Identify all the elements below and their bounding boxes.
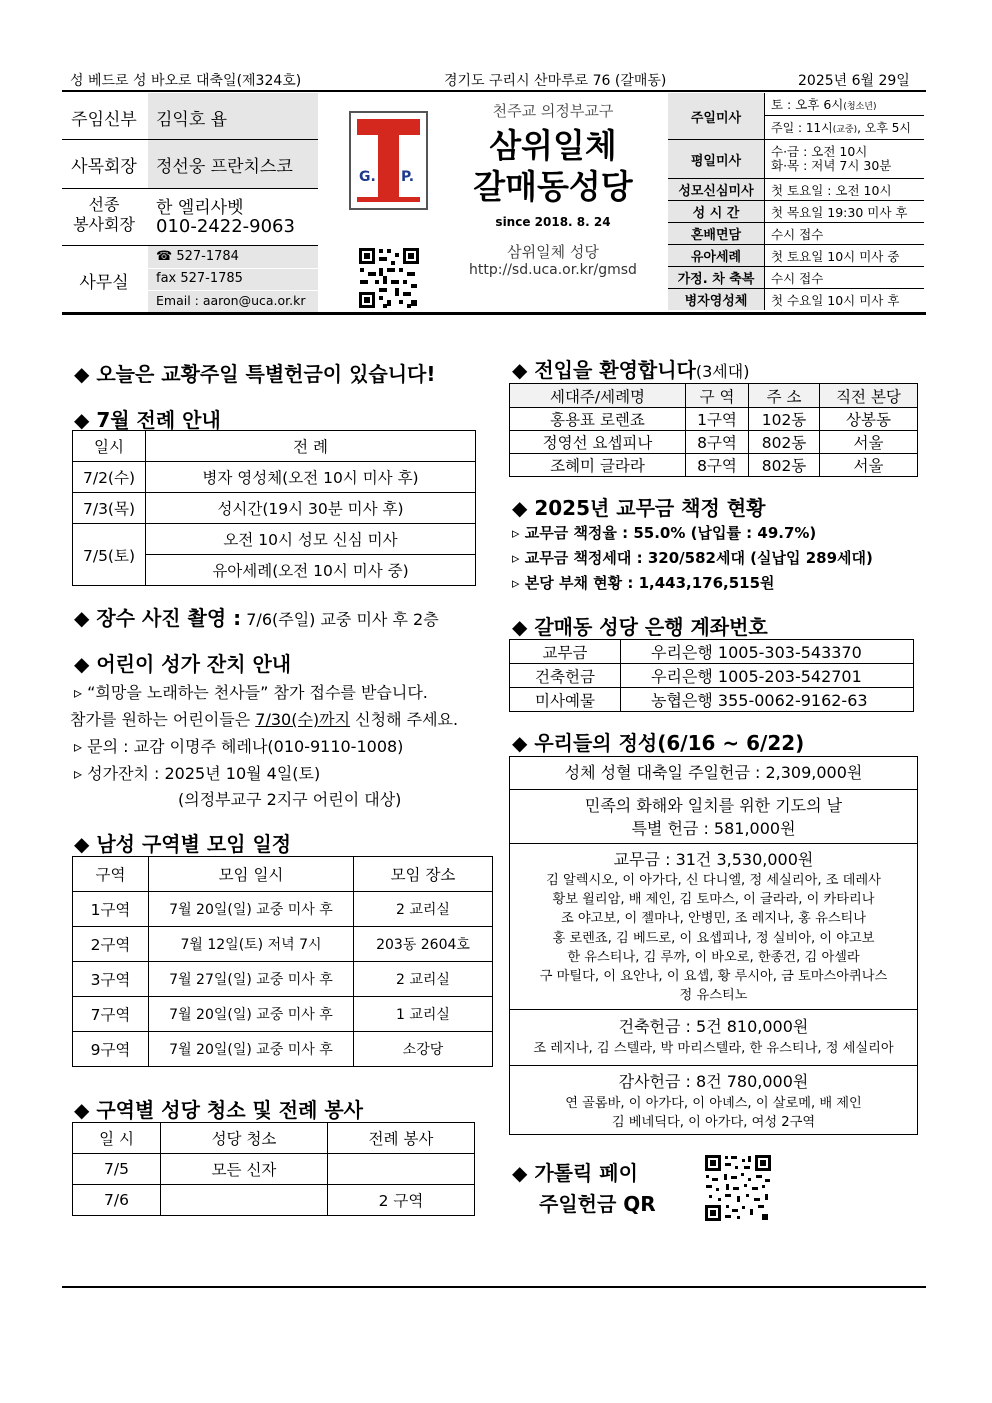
- kids-line: (의정부교구 2지구 어린이 대상): [178, 790, 402, 809]
- bank-account: 농협은행 355-0062-9162-63: [621, 688, 914, 712]
- office-email: Email : aaron@uca.or.kr: [156, 293, 306, 308]
- kids-line-a: 참가를 원하는 어린이들은: [70, 710, 256, 729]
- council-value: 정선웅 프란치스코: [156, 157, 293, 177]
- site-url[interactable]: http://sd.uca.or.kr/gmsd: [469, 262, 637, 278]
- bank-label: 미사예물: [510, 688, 621, 712]
- pay-title-2: 주일헌금 QR: [539, 1192, 656, 1216]
- offer-building-line: 조 레지나, 김 스텔라, 박 마리스텔라, 한 유스티나, 정 세실리아: [533, 1041, 894, 1056]
- photo-title: ◆ 장수 사진 촬영 :: [74, 606, 242, 630]
- men-cell: 2 교리실: [354, 962, 493, 997]
- bank-table: [509, 639, 914, 712]
- july-head-liturgy: 전 례: [146, 431, 476, 462]
- clean-title: ◆ 구역별 성당 청소 및 전례 봉사: [74, 1098, 363, 1122]
- july-date: 7/5(토): [73, 524, 146, 586]
- july-date: 7/2(수): [73, 462, 146, 493]
- sister-label-1: 선종: [88, 195, 120, 214]
- welcome-cell: 802동: [749, 454, 820, 477]
- kids-line: ▹ “희망을 노래하는 천사들” 참가 접수를 받습니다.: [74, 683, 428, 702]
- men-head: 모임 장소: [354, 857, 493, 892]
- offer-thanks-line: 연 골롬바, 이 아가다, 이 아녜스, 이 살로메, 배 제인: [565, 1096, 862, 1111]
- welcome-count: (3세대): [695, 362, 750, 381]
- clean-table: [72, 1122, 475, 1216]
- men-cell: 1구역: [73, 892, 149, 927]
- welcome-head: 세대주/세례명: [510, 384, 686, 408]
- welcome-cell: 정영선 요셉피나: [510, 431, 686, 454]
- logo-text-right: P.: [401, 169, 415, 185]
- welcome-cell: 홍용표 로렌죠: [510, 408, 686, 431]
- welcome-cell: 1구역: [686, 408, 749, 431]
- welcome-heading: [512, 354, 749, 383]
- men-cell: 2 교리실: [354, 892, 493, 927]
- men-cell: 7월 20일(일) 교중 미사 후: [149, 1032, 354, 1067]
- diocese: 천주교 의정부교구: [492, 102, 614, 120]
- clean-head: 전례 봉사: [328, 1123, 475, 1154]
- bank-account: 우리은행 1005-303-543370: [621, 640, 914, 664]
- office-tel: ☎ 527-1784: [156, 249, 239, 264]
- welcome-cell: 상봉동: [820, 408, 918, 431]
- welcome-title: ◆ 전입을 환영합니다: [512, 358, 696, 382]
- men-cell: 2구역: [73, 927, 149, 962]
- men-cell: 9구역: [73, 1032, 149, 1067]
- welcome-head: 구 역: [686, 384, 749, 408]
- mass-row-label: 성 시 간: [668, 201, 765, 223]
- clean-cell: [161, 1185, 328, 1216]
- offer-thanks-line: 김 베네딕다, 이 아가다, 여성 2구역: [611, 1115, 816, 1130]
- bank-account: 우리은행 1005-203-542701: [621, 664, 914, 688]
- offer-special-a: 민족의 화해와 일치를 위한 기도의 날: [584, 796, 843, 815]
- kids-line: ▹ 성가잔치 : 2025년 10월 4일(토): [74, 764, 321, 783]
- men-cell: 7월 20일(일) 교중 미사 후: [149, 892, 354, 927]
- mass-row-label: 혼배면담: [668, 223, 765, 245]
- address: 경기도 구리시 산마루로 76 (갈매동): [444, 73, 667, 89]
- men-cell: 1 교리실: [354, 997, 493, 1032]
- dues-title: ◆ 2025년 교무금 책정 현황: [512, 496, 766, 520]
- men-cell: 소강당: [354, 1032, 493, 1067]
- men-cell: 3구역: [73, 962, 149, 997]
- dues-lines: [512, 521, 873, 596]
- offer-special-b: 특별 헌금 : 581,000원: [631, 819, 796, 838]
- clean-head: 일 시: [73, 1123, 161, 1154]
- welcome-head: 직전 본당: [820, 384, 918, 408]
- kids-title: ◆ 어린이 성가 잔치 안내: [74, 652, 292, 676]
- kids-line-b: 신청해 주세요.: [350, 710, 459, 729]
- site-name: 삼위일체 성당: [507, 243, 599, 261]
- men-cell: 7월 12일(토) 저녁 7시: [149, 927, 354, 962]
- offer-dues-line: 조 야고보, 이 젤마나, 안병민, 조 레지나, 홍 유스티나: [560, 911, 867, 927]
- men-title: ◆ 남성 구역별 모임 일정: [74, 832, 292, 856]
- mass-row-value: 첫 토요일 : 오전 10시: [765, 179, 925, 201]
- july-item: 병자 영성체(오전 10시 미사 후): [146, 462, 476, 493]
- welcome-cell: 조혜미 글라라: [510, 454, 686, 477]
- bottom-rule: [62, 1286, 926, 1288]
- july-title: ◆ 7월 전례 안내: [74, 408, 221, 432]
- issue-date: 2025년 6월 29일: [798, 73, 910, 89]
- council-label: 사목회장: [71, 157, 137, 177]
- men-head: 모임 일시: [149, 857, 354, 892]
- pastor-label: 주임신부: [71, 110, 137, 130]
- photo-notice: [74, 602, 439, 631]
- offer-thanks-title: 감사헌금 : 8건 780,000원: [618, 1072, 809, 1091]
- july-item: 유아세례(오전 10시 미사 중): [146, 555, 476, 586]
- site-qr-icon[interactable]: [358, 247, 420, 309]
- weekday-mass-2: 화·목 : 저녁 7시 30분: [771, 158, 892, 173]
- clean-cell: 2 구역: [328, 1185, 475, 1216]
- weekday-mass-label: 평일미사: [668, 140, 765, 179]
- kids-deadline: 7/30(수)까지: [255, 710, 351, 729]
- church-logo: [349, 111, 428, 210]
- photo-text: 7/6(주일) 교중 미사 후 2층: [241, 610, 439, 629]
- church-title-block: [440, 98, 666, 278]
- sunday-mass-label: 주일미사: [668, 93, 765, 140]
- offer-box: [509, 756, 918, 1135]
- july-table: [72, 430, 476, 586]
- welcome-cell: 102동: [749, 408, 820, 431]
- office-fax: fax 527-1785: [156, 271, 243, 286]
- july-item: 성시간(19시 30분 미사 후): [146, 493, 476, 524]
- men-head: 구역: [73, 857, 149, 892]
- mass-row-value: 수시 접수: [765, 223, 925, 245]
- bank-title: ◆ 갈매동 성당 은행 계좌번호: [512, 615, 768, 639]
- sunday-mass-2-note: (교중): [832, 125, 858, 136]
- sister-label-2: 봉사회장: [73, 215, 135, 234]
- notice-title: ◆ 오늘은 교황주일 특별헌금이 있습니다!: [74, 362, 436, 386]
- offer-building-title: 건축헌금 : 5건 810,000원: [618, 1017, 809, 1036]
- bank-label: 건축헌금: [510, 664, 621, 688]
- offer-dues-line: 정 유스티노: [679, 988, 748, 1004]
- welcome-table: [509, 383, 918, 477]
- clean-cell: 7/6: [73, 1185, 161, 1216]
- men-table: [72, 856, 493, 1067]
- july-head-date: 일시: [73, 431, 146, 462]
- pay-qr-icon[interactable]: [704, 1154, 772, 1222]
- header-rule: [62, 312, 926, 315]
- sunday-mass-2-tail: , 오후 5시: [857, 121, 911, 136]
- offer-dues-line: 구 마틸다, 이 요안나, 이 요셉, 황 루시아, 금 토마스아퀴나스: [539, 969, 888, 985]
- mass-row-value: 첫 목요일 19:30 미사 후: [765, 201, 925, 223]
- top-bar: [62, 70, 924, 90]
- welcome-head: 주 소: [749, 384, 820, 408]
- mass-row-value: 수시 접수: [765, 267, 925, 289]
- mass-row-label: 성모신심미사: [668, 179, 765, 201]
- kids-line: ▹ 문의 : 교감 이명주 헤레나(010-9110-1008): [74, 737, 404, 756]
- office-label: 사무실: [79, 273, 129, 293]
- mass-row-label: 병자영성체: [668, 289, 765, 311]
- welcome-cell: 8구역: [686, 431, 749, 454]
- welcome-cell: 8구역: [686, 454, 749, 477]
- july-date: 7/3(목): [73, 493, 146, 524]
- offer-dues-line: 홍 로렌죠, 김 베드로, 이 요셉피나, 정 실비아, 이 야고보: [552, 930, 875, 946]
- kids-line: [70, 707, 458, 730]
- men-cell: 7월 27일(일) 교중 미사 후: [149, 962, 354, 997]
- top-rule: [62, 90, 926, 92]
- clean-head: 성당 청소: [161, 1123, 328, 1154]
- sunday-mass-1: 토 : 오후 6시: [771, 97, 844, 113]
- welcome-cell: 서울: [820, 454, 918, 477]
- sunday-mass-1-note: (청소년): [843, 102, 877, 113]
- mass-row-label: 유아세례: [668, 245, 765, 267]
- church-name-1: 삼위일체: [489, 126, 617, 165]
- clean-cell: 7/5: [73, 1154, 161, 1185]
- men-cell: 203동 2604호: [354, 927, 493, 962]
- offer-sunday: 성체 성혈 대축일 주일헌금 : 2,309,000원: [510, 757, 917, 790]
- bank-label: 교무금: [510, 640, 621, 664]
- since-date: since 2018. 8. 24: [495, 215, 611, 229]
- offer-title: ◆ 우리들의 정성(6/16 ~ 6/22): [512, 731, 805, 755]
- offer-dues-line: 김 알렉시오, 이 아가다, 신 다니엘, 정 세실리아, 조 데레사: [546, 873, 881, 888]
- sunday-mass-2: 주일 : 11시: [771, 121, 833, 136]
- weekday-mass-1: 수·금 : 오전 10시: [771, 144, 868, 159]
- issue-title: 성 베드로 성 바오로 대축일(제324호): [70, 73, 302, 89]
- pay-title-1: ◆ 가톨릭 페이: [512, 1161, 638, 1185]
- church-name-2: 갈매동성당: [473, 167, 633, 206]
- sister-value-1: 한 엘리사벳: [156, 198, 244, 218]
- welcome-cell: 서울: [820, 431, 918, 454]
- men-cell: 7구역: [73, 997, 149, 1032]
- clean-cell: [328, 1154, 475, 1185]
- sister-value-2: 010-2422-9063: [156, 216, 295, 237]
- offer-dues-line: 황보 윌리암, 배 제인, 김 토마스, 이 글라라, 이 카타리나: [552, 892, 875, 908]
- welcome-cell: 802동: [749, 431, 820, 454]
- july-item: 오전 10시 성모 신심 미사: [146, 524, 476, 555]
- dues-line: ▹ 본당 부채 현황 : 1,443,176,515원: [512, 574, 775, 592]
- pastor-value: 김익호 욥: [156, 110, 228, 130]
- dues-line: ▹ 교무금 책정세대 : 320/582세대 (실납입 289세대): [512, 549, 873, 567]
- men-cell: 7월 20일(일) 교중 미사 후: [149, 997, 354, 1032]
- mass-row-value: 첫 수요일 10시 미사 후: [765, 289, 925, 311]
- clean-cell: 모든 신자: [161, 1154, 328, 1185]
- mass-row-label: 가정. 차 축복: [668, 267, 765, 289]
- dues-line: ▹ 교무금 책정율 : 55.0% (납입률 : 49.7%): [512, 524, 817, 542]
- offer-dues-line: 한 유스티나, 김 루까, 이 바오로, 한종건, 김 아셀라: [567, 949, 860, 965]
- logo-text-left: G.: [359, 169, 376, 185]
- mass-schedule: [668, 93, 924, 310]
- mass-row-value: 첫 토요일 10시 미사 중: [765, 245, 925, 267]
- offer-dues-title: 교무금 : 31건 3,530,000원: [613, 850, 814, 869]
